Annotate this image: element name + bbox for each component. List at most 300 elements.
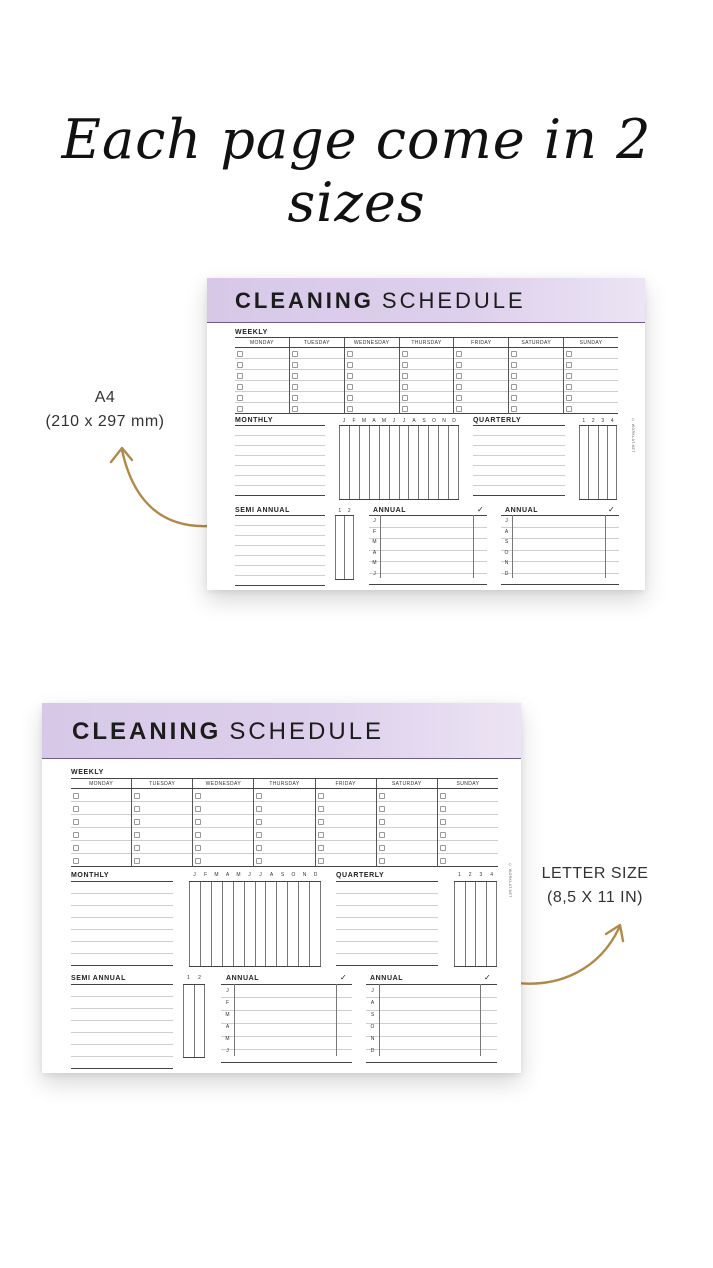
month-initial: O (291, 872, 296, 878)
ruled-line (501, 574, 619, 586)
weekly-day-column (563, 348, 618, 414)
month-letter: S (504, 539, 509, 545)
grid-column (448, 426, 459, 499)
quarter-number: 3 (601, 418, 605, 424)
month-letter: S (370, 1012, 375, 1018)
annual-right-rule (480, 984, 481, 1056)
month-initial: J (193, 872, 196, 878)
month-initial: S (280, 872, 285, 878)
task-row (193, 841, 253, 854)
weekly-body (235, 348, 618, 414)
task-row (509, 403, 563, 414)
task-row (509, 381, 563, 392)
grid-column (418, 426, 428, 499)
task-row (400, 381, 454, 392)
month-letter: A (372, 549, 377, 556)
task-row (71, 815, 131, 828)
ruled-line (501, 562, 619, 574)
letter-size-dims: (8,5 X 11 IN) (546, 889, 643, 906)
ruled-line (369, 574, 487, 586)
task-row (290, 370, 344, 381)
ruled-line (235, 536, 325, 546)
task-row (564, 403, 618, 414)
checkbox-icon (379, 858, 385, 864)
month-initial: J (402, 418, 406, 424)
checkbox-icon (256, 806, 262, 812)
checkbox-icon (566, 362, 572, 368)
quarter-grid (579, 425, 617, 500)
ruled-line (71, 1045, 173, 1057)
copyright-text: © WORKLAT.NET (631, 418, 635, 453)
checkbox-icon (134, 806, 140, 812)
checkbox-icon (347, 351, 353, 357)
task-row (509, 392, 563, 403)
monthly-label: MONTHLY (235, 417, 274, 424)
task-row (235, 392, 289, 403)
task-row (316, 789, 376, 802)
task-row (454, 348, 508, 359)
ruled-line (336, 918, 438, 930)
a4-size-name: A4 (94, 389, 116, 406)
checkbox-icon (402, 362, 408, 368)
grid-column (579, 426, 588, 499)
semi-grid-header (183, 975, 205, 981)
quarterly-lines (473, 425, 565, 496)
task-row (254, 802, 314, 815)
semi-number: 1 (338, 508, 342, 514)
checkbox-icon (379, 845, 385, 851)
ruled-line (235, 526, 325, 536)
task-row (454, 370, 508, 381)
weekly-day-header (71, 779, 498, 789)
ruled-line (71, 954, 173, 966)
title-bold: CLEANING (72, 718, 222, 745)
month-initial: J (259, 872, 262, 878)
task-row (235, 370, 289, 381)
annual-month-letters-2 (366, 985, 379, 1057)
checkbox-icon (511, 373, 517, 379)
month-initial: N (302, 872, 307, 878)
month-initial: M (381, 418, 387, 424)
quarter-grid-header (579, 418, 617, 424)
day-header: FRIDAY (315, 779, 376, 788)
semi-number: 2 (347, 508, 351, 514)
check-icon: ✓ (608, 505, 615, 514)
annual-label: ANNUAL (373, 507, 407, 514)
month-initial: F (203, 872, 208, 878)
ruled-line (235, 576, 325, 586)
ruled-line (71, 894, 173, 906)
grid-column (607, 426, 617, 499)
title-banner (207, 278, 645, 323)
checkbox-icon (566, 395, 572, 401)
ruled-line (235, 456, 325, 466)
weekly-day-column (289, 348, 344, 414)
task-row (377, 828, 437, 841)
checkbox-icon (73, 858, 79, 864)
ruled-line (71, 1033, 173, 1045)
ruled-line (71, 918, 173, 930)
task-row (193, 789, 253, 802)
semi-grid (335, 515, 354, 580)
ruled-line (221, 1024, 352, 1037)
checkbox-icon (292, 406, 298, 412)
checkbox-icon (256, 819, 262, 825)
weekly-day-column (192, 789, 253, 867)
weekly-day-header (235, 338, 618, 348)
grid-column (335, 516, 344, 579)
checkbox-icon (195, 845, 201, 851)
ruled-line (221, 1011, 352, 1024)
ruled-line (221, 1050, 352, 1063)
annual-month-letters-2 (501, 516, 512, 579)
ruled-line (369, 528, 487, 540)
grid-column (222, 882, 233, 966)
checkbox-icon (195, 858, 201, 864)
weekly-body (71, 789, 498, 867)
ruled-line (235, 425, 325, 436)
task-row (438, 854, 498, 867)
task-row (254, 789, 314, 802)
checkbox-icon (292, 373, 298, 379)
checkbox-icon (256, 793, 262, 799)
letter-size-label (530, 862, 660, 910)
checkbox-icon (318, 793, 324, 799)
quarter-grid-header (454, 872, 497, 878)
checkbox-icon (440, 806, 446, 812)
checkbox-icon (456, 384, 462, 390)
annual-month-letters-1 (221, 985, 234, 1057)
task-row (377, 841, 437, 854)
checkbox-icon (318, 845, 324, 851)
checkbox-icon (402, 351, 408, 357)
task-row (132, 802, 192, 815)
ruled-line (369, 551, 487, 563)
checkbox-icon (456, 351, 462, 357)
task-row (400, 370, 454, 381)
grid-column (475, 882, 486, 966)
title-banner (42, 703, 521, 759)
checkbox-icon (318, 858, 324, 864)
checkbox-icon (347, 362, 353, 368)
checkbox-icon (256, 858, 262, 864)
month-letter: D (370, 1048, 375, 1054)
task-row (71, 828, 131, 841)
task-row (345, 403, 399, 414)
day-header: SATURDAY (376, 779, 437, 788)
checkbox-icon (237, 395, 243, 401)
month-letter: J (226, 1048, 229, 1054)
ruled-line (235, 476, 325, 486)
annual-lines-1 (369, 515, 487, 585)
checkbox-icon (134, 819, 140, 825)
month-letter: M (225, 1036, 230, 1042)
weekly-day-column (453, 348, 508, 414)
task-row (132, 815, 192, 828)
ruled-line (336, 942, 438, 954)
checkbox-icon (566, 351, 572, 357)
checkbox-icon (237, 406, 243, 412)
checkbox-icon (347, 384, 353, 390)
ruled-line (336, 894, 438, 906)
month-letter: M (372, 539, 377, 545)
quarter-number: 1 (457, 872, 461, 878)
task-row (454, 381, 508, 392)
task-row (564, 348, 618, 359)
weekly-day-column (315, 789, 376, 867)
month-letter: M (225, 1012, 230, 1018)
checkbox-icon (402, 406, 408, 412)
task-row (193, 802, 253, 815)
task-row (193, 854, 253, 867)
grid-column (298, 882, 309, 966)
task-row (193, 815, 253, 828)
day-header: MONDAY (249, 340, 274, 346)
month-initial: M (236, 872, 241, 878)
task-row (345, 370, 399, 381)
semi-annual-label: SEMI ANNUAL (235, 507, 290, 514)
checkbox-icon (195, 806, 201, 812)
day-header: WEDNESDAY (344, 338, 399, 347)
headline: Each page come in 2 sizes (61, 108, 652, 234)
task-row (564, 392, 618, 403)
month-letter: F (372, 528, 377, 535)
ruled-line (221, 1037, 352, 1050)
task-row (316, 841, 376, 854)
month-initial: J (392, 418, 396, 424)
ruled-line (71, 1009, 173, 1021)
checkbox-icon (73, 806, 79, 812)
task-row (254, 854, 314, 867)
ruled-line (366, 1037, 497, 1050)
task-row (377, 854, 437, 867)
checkbox-icon (456, 373, 462, 379)
ruled-line (235, 446, 325, 456)
task-row (454, 392, 508, 403)
month-initial: M (361, 418, 367, 424)
grid-column (408, 426, 418, 499)
checkbox-icon (237, 373, 243, 379)
weekly-day-column (399, 348, 454, 414)
checkbox-icon (73, 819, 79, 825)
checkbox-icon (511, 406, 517, 412)
day-header: MONDAY (89, 781, 114, 787)
a4-size-dims: (210 x 297 mm) (45, 413, 165, 430)
ruled-line (501, 551, 619, 563)
task-row (316, 828, 376, 841)
checkbox-icon (440, 793, 446, 799)
ruled-line (235, 436, 325, 446)
weekly-day-column (344, 348, 399, 414)
weekly-table (235, 337, 618, 414)
task-row (509, 348, 563, 359)
checkbox-icon (511, 351, 517, 357)
annual-left-rule (512, 515, 513, 578)
title-bold: CLEANING (235, 288, 374, 313)
checkbox-icon (347, 406, 353, 412)
page-title (235, 288, 526, 314)
month-letter: N (504, 560, 509, 566)
grid-column (359, 426, 369, 499)
checkbox-icon (456, 395, 462, 401)
task-row (400, 348, 454, 359)
ruled-line (235, 486, 325, 496)
task-row (254, 828, 314, 841)
grid-column (588, 426, 597, 499)
checkbox-icon (73, 845, 79, 851)
task-row (71, 841, 131, 854)
annual-label: ANNUAL (226, 975, 260, 982)
ruled-line (71, 942, 173, 954)
ruled-line (235, 566, 325, 576)
checkbox-icon (402, 395, 408, 401)
checkbox-icon (379, 832, 385, 838)
checkbox-icon (511, 362, 517, 368)
task-row (438, 789, 498, 802)
month-initial: D (452, 418, 456, 424)
checkbox-icon (292, 351, 298, 357)
month-initial: A (412, 418, 416, 424)
task-row (345, 348, 399, 359)
day-header: FRIDAY (453, 338, 508, 347)
task-row (345, 392, 399, 403)
annual-left-rule (380, 515, 381, 578)
month-letter: F (225, 1000, 230, 1006)
task-row (290, 359, 344, 370)
month-letter: O (370, 1024, 375, 1030)
task-row (377, 789, 437, 802)
grid-column (276, 882, 287, 966)
checkbox-icon (134, 793, 140, 799)
task-row (438, 802, 498, 815)
weekly-day-column (253, 789, 314, 867)
annual-left-rule (234, 984, 235, 1056)
task-row (254, 841, 314, 854)
month-letter: N (370, 1036, 375, 1042)
checkbox-icon (73, 793, 79, 799)
annual-left-rule (379, 984, 380, 1056)
month-initial: D (313, 872, 318, 878)
day-header: SATURDAY (508, 338, 563, 347)
month-grid (339, 425, 459, 500)
ruled-line (366, 1024, 497, 1037)
monthly-label: MONTHLY (71, 872, 110, 879)
month-letter: J (373, 570, 376, 577)
month-letter: J (226, 988, 229, 994)
task-row (235, 348, 289, 359)
month-initial: A (372, 418, 376, 424)
semi-annual-lines (235, 515, 325, 586)
task-row (290, 348, 344, 359)
checkbox-icon (379, 819, 385, 825)
month-initial: A (225, 872, 230, 878)
grid-column (465, 882, 476, 966)
ruled-line (235, 546, 325, 556)
task-row (290, 392, 344, 403)
grid-column (211, 882, 222, 966)
annual-lines-1 (221, 984, 352, 1063)
month-letter: D (504, 570, 509, 577)
grid-column (454, 882, 465, 966)
task-row (345, 359, 399, 370)
month-letter: M (372, 560, 377, 566)
checkbox-icon (292, 362, 298, 368)
check-icon: ✓ (484, 973, 491, 982)
quarter-number: 1 (582, 418, 586, 424)
grid-column (349, 426, 359, 499)
ruled-line (473, 446, 565, 456)
day-header: WEDNESDAY (192, 779, 253, 788)
checkbox-icon (292, 395, 298, 401)
checkbox-icon (347, 395, 353, 401)
checkbox-icon (256, 832, 262, 838)
ruled-line (473, 436, 565, 446)
task-row (254, 815, 314, 828)
copyright-text: © WORKLAT.NET (508, 863, 512, 898)
weekly-day-column (437, 789, 498, 867)
day-header: TUESDAY (131, 779, 192, 788)
grid-column (194, 985, 206, 1057)
month-grid-header (189, 872, 321, 878)
month-letter: A (504, 528, 509, 535)
ruled-line (369, 539, 487, 551)
weekly-day-column (131, 789, 192, 867)
ruled-line (366, 1050, 497, 1063)
month-letter: O (504, 549, 509, 556)
grid-column (399, 426, 409, 499)
checkbox-icon (440, 819, 446, 825)
check-icon: ✓ (340, 973, 347, 982)
task-row (377, 802, 437, 815)
checkbox-icon (318, 832, 324, 838)
ruled-line (369, 562, 487, 574)
ruled-line (501, 539, 619, 551)
semi-grid (183, 984, 205, 1058)
weekly-day-column (508, 348, 563, 414)
task-row (235, 381, 289, 392)
checkbox-icon (511, 384, 517, 390)
month-initial: J (248, 872, 251, 878)
task-row (509, 370, 563, 381)
grid-column (486, 882, 498, 966)
day-header: SUNDAY (563, 338, 618, 347)
task-row (564, 370, 618, 381)
task-row (71, 789, 131, 802)
grid-column (438, 426, 448, 499)
checkbox-icon (566, 373, 572, 379)
task-row (564, 359, 618, 370)
semi-number: 1 (187, 975, 190, 981)
task-row (235, 403, 289, 414)
ruled-line (71, 984, 173, 997)
checkbox-icon (511, 395, 517, 401)
ruled-line (71, 881, 173, 894)
a4-planner-sheet (207, 278, 645, 590)
ruled-line (336, 954, 438, 966)
semi-grid-header (335, 508, 354, 514)
ruled-line (473, 456, 565, 466)
checkbox-icon (134, 845, 140, 851)
month-letter: A (370, 1000, 375, 1006)
grid-column (369, 426, 379, 499)
grid-column (255, 882, 266, 966)
month-letter: J (373, 518, 376, 524)
checkbox-icon (456, 362, 462, 368)
weekly-day-column (376, 789, 437, 867)
curved-arrow-icon (100, 440, 215, 535)
grid-column (309, 882, 321, 966)
grid-column (200, 882, 211, 966)
